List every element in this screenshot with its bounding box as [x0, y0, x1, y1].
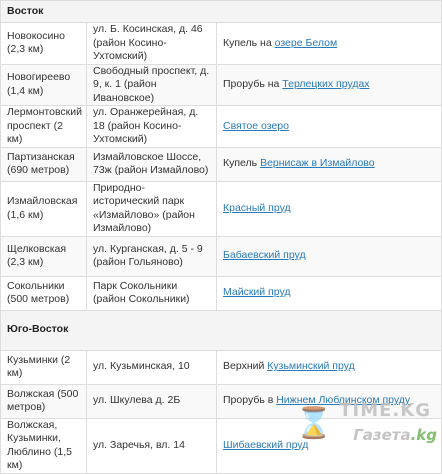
place-cell: [217, 23, 442, 65]
metro-station-cell: Лермонтовский проспект (2 км): [1, 106, 87, 148]
place-prefix: Прорубь на: [223, 78, 283, 90]
table-row: [1, 418, 442, 473]
table-row: [1, 276, 442, 310]
metro-station-cell: Измайловская (1,6 км): [1, 181, 87, 236]
metro-station-cell: Сокольники (500 метров): [1, 276, 87, 310]
place-cell: [217, 276, 442, 310]
metro-station-cell: Кузьминки (2 км): [1, 350, 87, 384]
section-title: Юго-Восток: [1, 310, 442, 350]
place-link[interactable]: Нижнем Люблинском пруду: [276, 394, 411, 407]
address-cell: ул. Заречья, вл. 14: [87, 418, 217, 473]
table-row: [1, 106, 442, 148]
section-header-row: [1, 1, 442, 23]
place-cell: [217, 147, 442, 181]
place-cell: [217, 64, 442, 106]
table-row: [1, 23, 442, 65]
place-link[interactable]: Кузьминский пруд: [267, 360, 355, 373]
section-title: Восток: [1, 1, 442, 23]
place-link[interactable]: Красный пруд: [223, 201, 291, 214]
place-link[interactable]: Вернисаж в Измайлово: [260, 157, 375, 170]
place-link[interactable]: Бабаевский пруд: [223, 249, 306, 262]
place-prefix: Прорубь в: [223, 394, 277, 407]
watermark-line2: Газета.kg: [353, 426, 437, 444]
table-row: [1, 384, 442, 418]
hourglass-icon: ⌛: [295, 407, 333, 440]
metro-station-cell: Волжская, Кузьминки, Люблино (1,5 км): [1, 418, 87, 473]
place-cell: [217, 350, 442, 384]
address-cell: ул. Курганская, д. 5 - 9 (район Гольяново): [87, 236, 217, 276]
place-link[interactable]: Майский пруд: [223, 286, 291, 299]
table-row: [1, 350, 442, 384]
table-row: [1, 181, 442, 236]
place-link[interactable]: озере Белом: [274, 36, 338, 49]
metro-station-cell: Щелковская (2,3 км): [1, 236, 87, 276]
metro-station-cell: Волжская (500 метров): [1, 384, 87, 418]
place-link[interactable]: Шибаевский пруд: [223, 438, 309, 451]
address-cell: Измайловское Шоссе, 73ж (район Измайлово): [87, 147, 217, 181]
address-cell: Парк Сокольники (район Сокольники): [87, 276, 217, 310]
table-body: [1, 1, 442, 474]
address-cell: Природно-исторический парк «Измайлово» (район Измайлово): [87, 181, 217, 236]
place-cell: [217, 236, 442, 276]
table-row: [1, 64, 442, 106]
place-prefix: Верхний: [223, 360, 268, 373]
address-cell: ул. Шкулева д. 2Б: [87, 384, 217, 418]
table-row: [1, 236, 442, 276]
place-cell: [217, 181, 442, 236]
place-prefix: Купель на: [223, 36, 275, 49]
section-header-row: [1, 310, 442, 350]
place-link[interactable]: Терлецких прудах: [282, 78, 370, 90]
address-cell: ул. Кузьминская, 10: [87, 350, 217, 384]
place-link[interactable]: Святое озеро: [223, 119, 289, 132]
metro-station-cell: Новокосино (2,3 км): [1, 23, 87, 65]
address-cell: ул. Оранжерейная, д. 18 (район Косино-Ухтомский): [87, 106, 217, 148]
address-cell: Свободный проспект, д. 9, к. 1 (район Ивановское): [87, 64, 217, 106]
place-cell: [217, 384, 442, 418]
watermark-line1: TIME.KG: [339, 400, 431, 421]
place-prefix: Купель: [223, 157, 261, 170]
metro-station-cell: Новогиреево (1,4 км): [1, 64, 87, 106]
metro-station-cell: Партизанская (690 метров): [1, 147, 87, 181]
address-cell: ул. Б. Косинская, д. 46 (район Косино-Ухтомский): [87, 23, 217, 65]
table-row: [1, 147, 442, 181]
place-cell: [217, 418, 442, 473]
place-cell: [217, 106, 442, 148]
